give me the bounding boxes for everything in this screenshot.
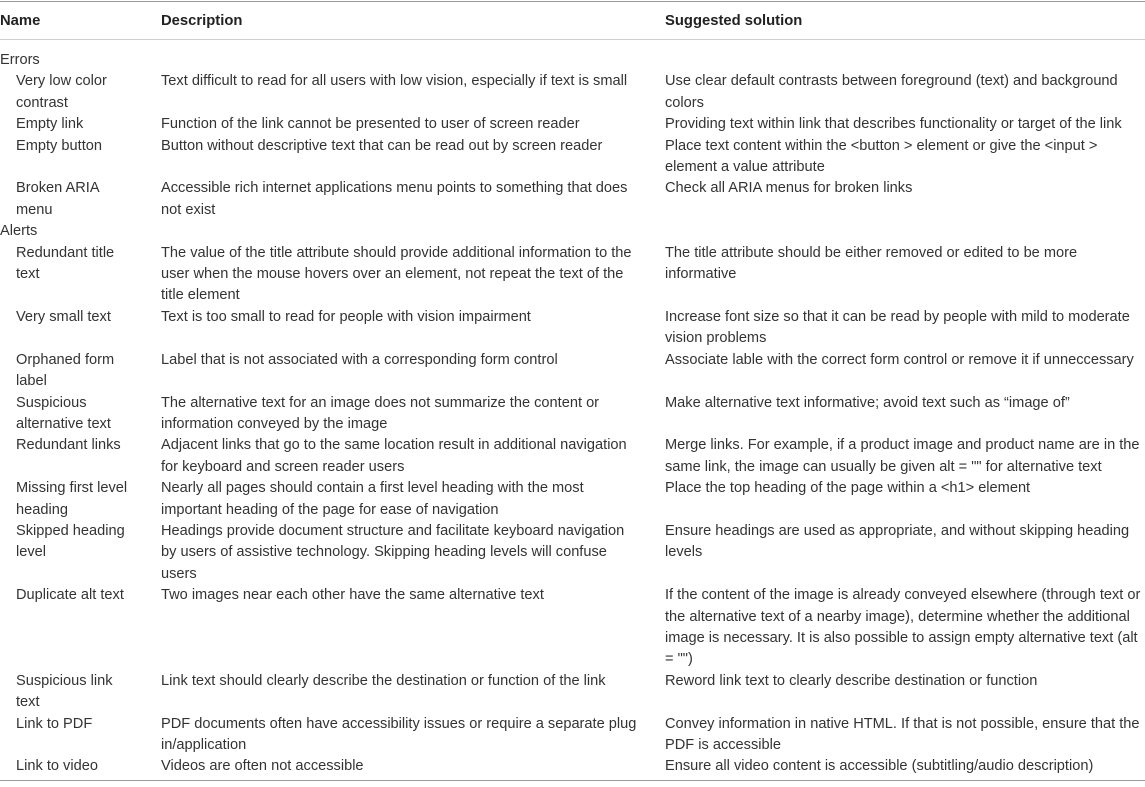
issue-name-cell: Very low color contrast (16, 73, 107, 111)
issue-solution-cell: Merge links. For example, if a product image and product name are in the same link, the image can usually be given alt = "" for alternative text (665, 437, 1140, 475)
table-row (0, 243, 1145, 307)
issue-solution-cell: Place the top heading of the page within a <h1> element (665, 480, 1031, 497)
table-row (0, 756, 1145, 780)
table-row (0, 714, 1145, 757)
group-row (0, 221, 1145, 242)
group-label: Errors (0, 52, 40, 68)
issue-name-cell: Broken ARIA menu (16, 180, 100, 218)
issue-description-cell: Accessible rich internet applications menu points to something that does not exist (161, 180, 628, 218)
issue-name-cell: Link to PDF (16, 715, 93, 732)
issue-description-cell: Adjacent links that go to the same location result in additional navigation for keyboard and screen reader users (161, 437, 627, 475)
issue-name-cell: Suspicious link text (16, 672, 113, 711)
table-row (0, 114, 1145, 135)
issue-solution-cell: Increase font size so that it can be read by people with mild to moderate vision problems (665, 308, 1130, 347)
issue-solution-cell: Ensure all video content is accessible (subtitling/audio description) (665, 758, 1094, 775)
issue-name-cell: Skipped heading level (16, 522, 125, 561)
issue-name-cell: Redundant title text (16, 244, 115, 283)
issue-solution-cell: Associate lable with the correct form control or remove it if unneccessary (665, 351, 1134, 368)
table-row (0, 435, 1145, 478)
issue-name-cell: Empty button (16, 137, 102, 154)
issue-name-cell: Redundant links (16, 437, 121, 454)
issue-solution-cell: Place text content within the <button > element or give the <input > element a value attribute (665, 137, 1098, 176)
table-header (0, 2, 1145, 40)
issue-solution-cell: Convey information in native HTML. If that is not possible, ensure that the PDF is accessible (665, 715, 1140, 753)
solution-column-header: Suggested solution (665, 2, 1145, 40)
issue-description-cell: The value of the title attribute should provide additional information to the user when the mouse hovers over an element, not repeat the text of the title element (161, 244, 632, 304)
issue-description-cell: Function of the link cannot be presented to user of screen reader (161, 116, 580, 133)
issue-description-cell: Label that is not associated with a corresponding form control (161, 351, 558, 368)
issue-description-cell: Text difficult to read for all users with low vision, especially if text is small (161, 73, 628, 90)
table-row (0, 350, 1145, 393)
table-row (0, 178, 1145, 221)
table-row (0, 71, 1145, 114)
issue-description-cell: Nearly all pages should contain a first level heading with the most important heading of the page for ease of navigation (161, 480, 584, 518)
issue-name-cell: Orphaned form label (16, 351, 115, 390)
issue-solution-cell: Reword link text to clearly describe destination or function (665, 672, 1038, 689)
table-row (0, 671, 1145, 714)
issue-name-cell: Missing first level heading (16, 480, 128, 518)
issue-name-cell: Very small text (16, 308, 111, 325)
issue-name-cell: Suspicious alternative text (16, 394, 111, 432)
table-row (0, 521, 1145, 585)
name-column-header: Name (0, 2, 161, 40)
table-row (0, 585, 1145, 671)
group-row (0, 40, 1145, 72)
accessibility-issues-table (0, 1, 1145, 781)
issue-name-cell: Empty link (16, 116, 84, 133)
issue-description-cell: The alternative text for an image does not summarize the content or information conveyed by the image (161, 394, 600, 432)
table-row (0, 478, 1145, 521)
issue-description-cell: Two images near each other have the same alternative text (161, 587, 544, 604)
issue-solution-cell: Providing text within link that describes functionality or target of the link (665, 116, 1122, 133)
table-row (0, 307, 1145, 350)
issue-name-cell: Duplicate alt text (16, 587, 124, 604)
group-label: Alerts (0, 223, 38, 240)
issue-solution-cell: Check all ARIA menus for broken links (665, 180, 913, 197)
issue-description-cell: PDF documents often have accessibility issues or require a separate plug in/application (161, 715, 637, 753)
table-row (0, 393, 1145, 436)
issue-name-cell: Link to video (16, 758, 98, 775)
header-row (0, 2, 1145, 40)
table-row (0, 136, 1145, 179)
issue-description-cell: Link text should clearly describe the destination or function of the link (161, 672, 606, 689)
issue-description-cell: Button without descriptive text that can be read out by screen reader (161, 137, 603, 154)
issue-solution-cell: If the content of the image is already conveyed elsewhere (through text or the alternative text of a nearby image), determine whether the additional image is necessary. It is also possible to assign empty alternative text (alt = "") (665, 587, 1141, 668)
issue-solution-cell: Use clear default contrasts between foreground (text) and background colors (665, 73, 1118, 111)
issue-solution-cell: Make alternative text informative; avoid text such as “image of” (665, 394, 1070, 411)
issue-description-cell: Headings provide document structure and facilitate keyboard navigation by users of assistive technology. Skipping heading levels will confuse users (161, 522, 625, 582)
description-column-header: Description (161, 2, 665, 40)
issue-description-cell: Videos are often not accessible (161, 758, 364, 775)
issue-solution-cell: The title attribute should be either removed or edited to be more informative (665, 244, 1078, 283)
issue-description-cell: Text is too small to read for people with vision impairment (161, 308, 531, 325)
issue-solution-cell: Ensure headings are used as appropriate, and without skipping heading levels (665, 522, 1130, 561)
table-body (0, 40, 1145, 781)
